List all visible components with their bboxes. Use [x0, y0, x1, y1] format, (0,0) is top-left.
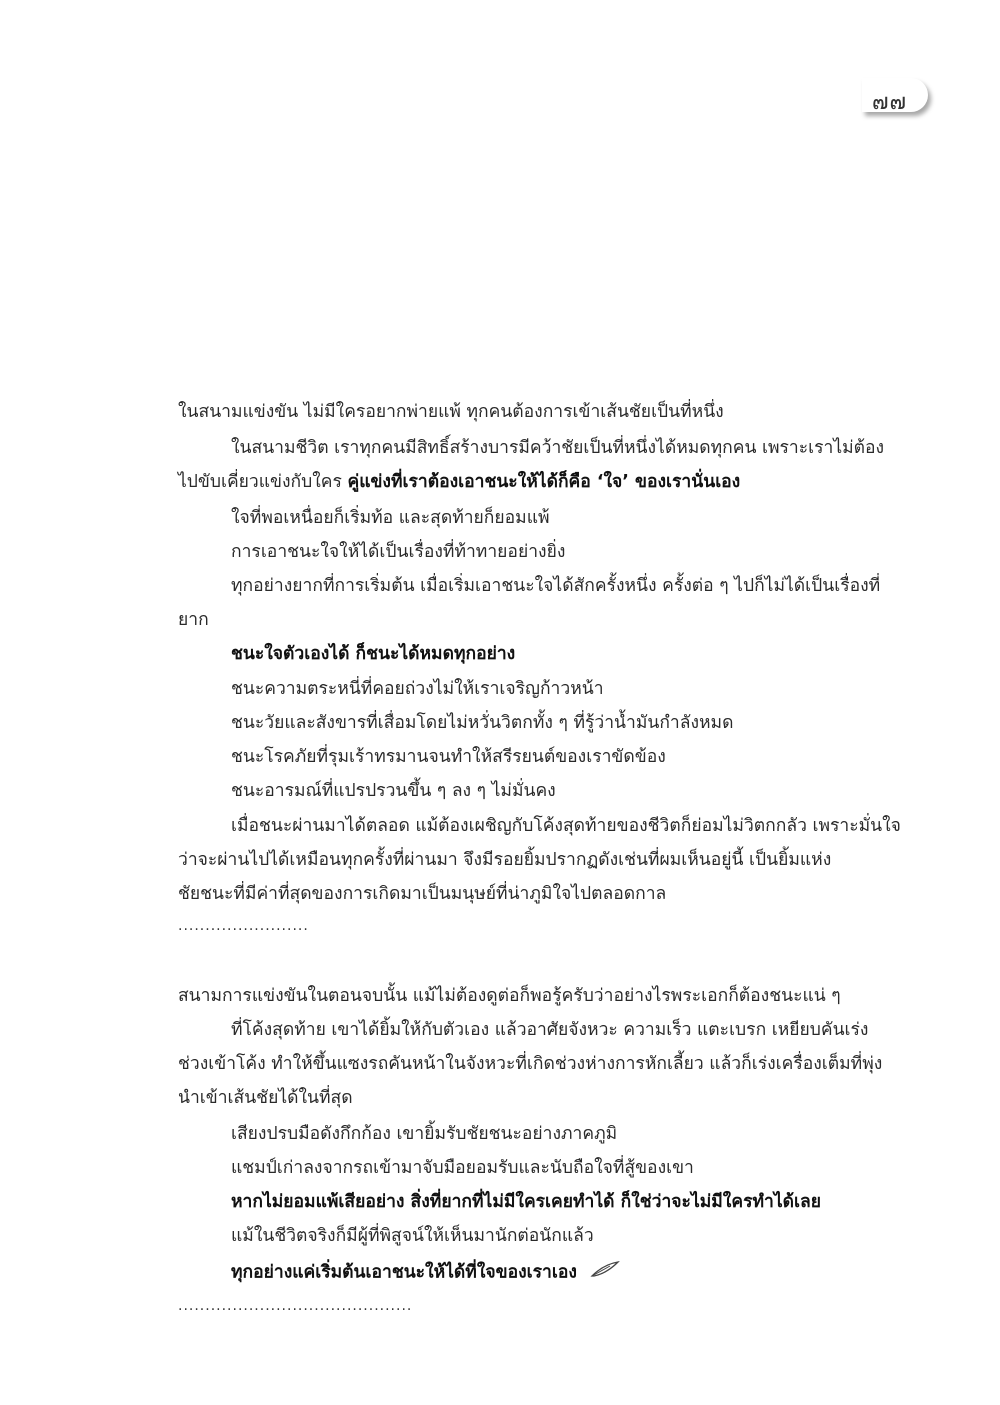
- paragraph: ชนะวัยและสังขารที่เสื่อมโดยไม่หวั่นวิตกทั้ง ๆ ที่รู้ว่าน้ำมันกำลังหมด: [231, 713, 734, 733]
- bold-text: คู่แข่งที่เราต้องเอาชนะให้ได้ก็คือ ‘ใจ’ ของเรานั่นเอง: [347, 472, 741, 492]
- paragraph: ยาก: [178, 610, 209, 630]
- page-number: ๗๗: [872, 90, 908, 115]
- paragraph: ในสนามชีวิต เราทุกคนมีสิทธิ์สร้างบารมีคว้าชัยเป็นที่หนึ่งได้หมดทุกคน เพราะเราไม่ต้อง: [231, 438, 885, 458]
- paragraph: เสียงปรบมือดังกึกก้อง เขายิ้มรับชัยชนะอย่างภาคภูมิ: [231, 1124, 618, 1144]
- paragraph: แชมป์เก่าลงจากรถเข้ามาจับมือยอมรับและนับถือใจที่สู้ของเขา: [231, 1158, 694, 1178]
- dotted-separator: ...........................................: [178, 1298, 413, 1314]
- paragraph: ในสนามแข่งขัน ไม่มีใครอยากพ่ายแพ้ ทุกคนต้องการเข้าเส้นชัยเป็นที่หนึ่ง: [178, 402, 724, 422]
- paragraph: [178, 470, 740, 494]
- paragraph: ชัยชนะที่มีค่าที่สุดของการเกิดมาเป็นมนุษย์ที่น่าภูมิใจไปตลอดกาล: [178, 884, 667, 904]
- paragraph: การเอาชนะใจให้ได้เป็นเรื่องที่ท้าทายอย่างยิ่ง: [231, 542, 566, 562]
- paragraph: ใจที่พอเหนื่อยก็เริ่มท้อ และสุดท้ายก็ยอมแพ้: [231, 508, 550, 528]
- paragraph: ช่วงเข้าโค้ง ทำให้ขึ้นแซงรถคันหน้าในจังหวะที่เกิดช่วงห่างการหักเลี้ยว แล้วก็เร่งเครื่องเต็มที่พุ่ง: [178, 1054, 883, 1074]
- bold-paragraph: หากไม่ยอมแพ้เสียอย่าง สิ่งที่ยากที่ไม่มีใครเคยทำได้ ก็ใช่ว่าจะไม่มีใครทำได้เลย: [231, 1192, 821, 1212]
- paragraph: [231, 1260, 620, 1285]
- paragraph: ทุกอย่างยากที่การเริ่มต้น เมื่อเริ่มเอาชนะใจได้สักครั้งหนึ่ง ครั้งต่อ ๆ ไปก็ไม่ได้เป็นเรื่องที่: [231, 576, 881, 596]
- bold-paragraph: ชนะใจตัวเองได้ ก็ชนะได้หมดทุกอย่าง: [231, 644, 516, 664]
- paragraph: สนามการแข่งขันในตอนจบนั้น แม้ไม่ต้องดูต่อก็พอรู้ครับว่าอย่างไรพระเอกก็ต้องชนะแน่ ๆ: [178, 986, 841, 1006]
- paragraph: ชนะความตระหนี่ที่คอยถ่วงไม่ให้เราเจริญก้าวหน้า: [231, 679, 604, 699]
- dotted-separator: ........................: [178, 918, 309, 934]
- text-span: ไปขับเคี่ยวแข่งกับใคร: [178, 472, 342, 492]
- paragraph: เมื่อชนะผ่านมาได้ตลอด แม้ต้องเผชิญกับโค้งสุดท้ายของชีวิตก็ย่อมไม่วิตกกลัว เพราะมั่นใจ: [231, 816, 901, 836]
- feather-quill-icon: [590, 1260, 620, 1285]
- paragraph: นำเข้าเส้นชัยได้ในที่สุด: [178, 1088, 353, 1108]
- bold-text: ทุกอย่างแค่เริ่มต้นเอาชนะให้ได้ที่ใจของเราเอง: [231, 1262, 577, 1283]
- paragraph: แม้ในชีวิตจริงก็มีผู้ที่พิสูจน์ให้เห็นมานักต่อนักแล้ว: [231, 1226, 594, 1246]
- paragraph: ที่โค้งสุดท้าย เขาได้ยิ้มให้กับตัวเอง แล้วอาศัยจังหวะ ความเร็ว แตะเบรก เหยียบคันเร่ง: [231, 1020, 869, 1040]
- paragraph: ว่าจะผ่านไปได้เหมือนทุกครั้งที่ผ่านมา จึงมีรอยยิ้มปรากฏดังเช่นที่ผมเห็นอยู่นี้ เป็นยิ้มแห่ง: [178, 850, 832, 870]
- paragraph: ชนะอารมณ์ที่แปรปรวนขึ้น ๆ ลง ๆ ไม่มั่นคง: [231, 781, 556, 801]
- paragraph: ชนะโรคภัยที่รุมเร้าทรมานจนทำให้สรีรยนต์ของเราขัดข้อง: [231, 747, 666, 767]
